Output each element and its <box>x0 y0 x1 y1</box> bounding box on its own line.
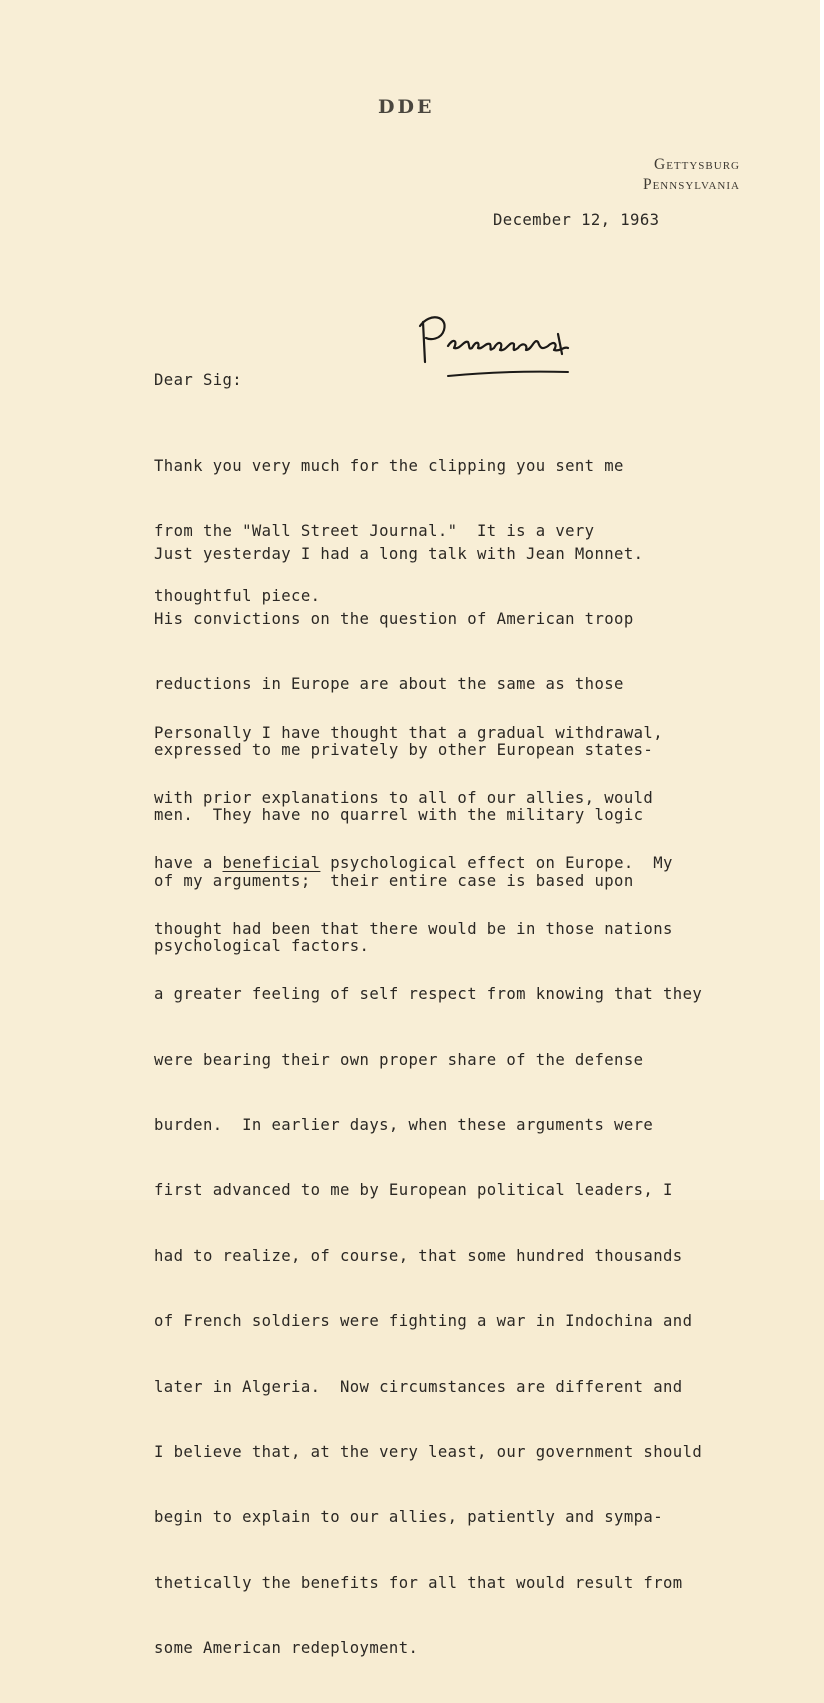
paragraph-3-line: thetically the benefits for all that would result from <box>154 1573 683 1592</box>
paragraph-1-line: thoughtful piece. <box>154 587 321 606</box>
paragraph-3-line: begin to explain to our allies, patiently and sympa- <box>154 1508 663 1527</box>
paragraph-3-line: later in Algeria. Now circumstances are different and <box>154 1377 683 1396</box>
paragraph-2-line: of my arguments; their entire case is based upon <box>154 871 634 890</box>
paragraph-1-line: Thank you very much for the clipping you sent me <box>154 456 624 475</box>
letterhead-monogram: DDE <box>378 96 435 118</box>
paragraph-2-line: His convictions on the question of American troop <box>154 609 634 628</box>
paragraph-1-line: from the "Wall Street Journal." It is a very <box>154 521 595 540</box>
paragraph-3-line: burden. In earlier days, when these arguments were <box>154 1115 654 1134</box>
paragraph-3-line: a greater feeling of self respect from knowing that they <box>154 985 703 1004</box>
letterhead-city: Gettysburg <box>654 156 740 173</box>
paragraph-3-line: some American redeployment. <box>154 1639 419 1658</box>
text-segment: psychological effect on Europe. My <box>320 854 673 873</box>
paragraph-3-line: were bearing their own proper share of the defense <box>154 1050 644 1069</box>
paragraph-2-line: expressed to me privately by other European states- <box>154 740 654 759</box>
salutation: Dear Sig: <box>154 371 243 389</box>
letterhead-state: Pennsylvania <box>642 176 740 193</box>
text-segment: have a <box>154 854 223 873</box>
paragraph-2-line: Just yesterday I had a long talk with Jean Monnet. <box>154 544 644 563</box>
paragraph-3-line: first advanced to me by European political leaders, I <box>154 1181 673 1200</box>
paragraph-2-line: reductions in Europe are about the same as those <box>154 675 624 694</box>
letterhead-address <box>606 155 740 195</box>
paragraph-3-line: of French soldiers were fighting a war in Indochina and <box>154 1312 693 1331</box>
letter-date: December 12, 1963 <box>493 211 660 229</box>
paragraph-2-line: men. They have no quarrel with the military logic <box>154 806 644 825</box>
paragraph-3-line: with prior explanations to all of our allies, would <box>154 788 654 807</box>
paragraph-2-line: psychological factors. <box>154 936 370 955</box>
underlined-word-beneficial: beneficial <box>222 854 321 873</box>
paper-edge <box>820 0 824 1200</box>
paragraph-3-line <box>154 853 702 875</box>
paragraph-3-line: had to realize, of course, that some hundred thousands <box>154 1246 683 1265</box>
paragraph-3-line: Personally I have thought that a gradual withdrawal, <box>154 723 663 742</box>
paragraph-3 <box>154 679 702 1703</box>
paragraph-3-line: I believe that, at the very least, our government should <box>154 1442 703 1461</box>
paragraph-3-line: thought had been that there would be in those nations <box>154 919 673 938</box>
personal-handwritten-annotation <box>408 310 592 388</box>
